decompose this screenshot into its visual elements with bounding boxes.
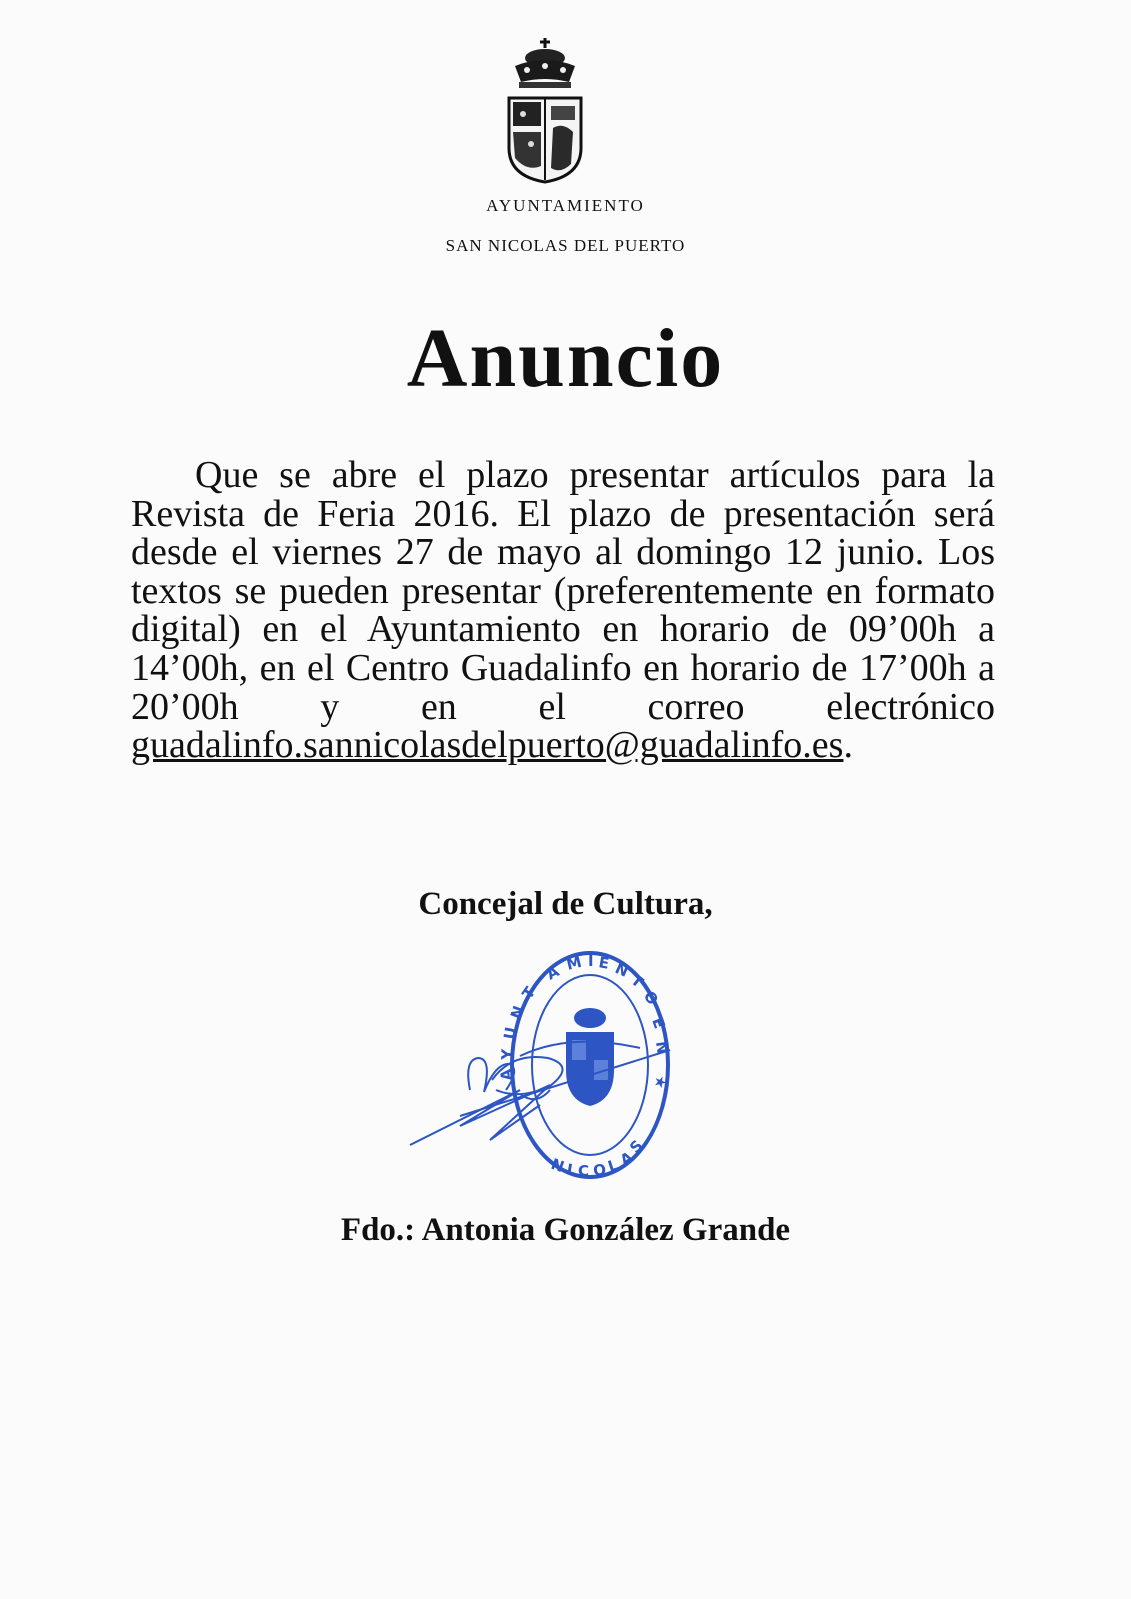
svg-text:T: T <box>518 983 540 1003</box>
page-title: Anuncio <box>406 312 725 405</box>
institution-locality: SAN NICOLAS DEL PUERTO <box>445 236 686 255</box>
svg-text:S: S <box>626 1136 647 1157</box>
svg-text:U: U <box>500 1025 521 1041</box>
svg-text:A: A <box>617 1148 637 1170</box>
svg-text:L: L <box>605 1155 621 1176</box>
svg-text:Y: Y <box>498 1048 517 1061</box>
svg-text:I: I <box>565 1160 574 1179</box>
svg-text:N: N <box>548 1154 567 1177</box>
svg-text:N: N <box>612 959 632 981</box>
svg-text:N: N <box>506 1003 529 1022</box>
svg-text:O: O <box>639 987 662 1009</box>
municipal-stamp-icon <box>400 940 690 1190</box>
svg-text:M: M <box>564 952 584 974</box>
svg-text:T: T <box>627 970 647 992</box>
announcement-text: Que se abre el plazo presentar artículos para la Revista de Feria 2016. El plazo de presentación será desde el viernes 27 de mayo al domingo 12 junio. Los textos se pueden presentar (preferentemente en formato digital) en el Ayuntamiento en horario de 09’00h a 14’00h, en el Centro Guadalinfo en horario de 17’00h a 20’00h y en el correo electrónico <box>131 454 995 728</box>
announcement-body <box>131 456 995 765</box>
svg-text:N: N <box>652 1040 672 1055</box>
signoff-title: Concejal de Cultura, <box>418 886 713 922</box>
email-link[interactable]: guadalinfo.sannicolasdelpuerto@guadalinfo.es <box>131 724 844 767</box>
svg-text:O: O <box>592 1160 608 1180</box>
svg-text:E: E <box>597 953 611 973</box>
svg-text:C: C <box>578 1162 590 1180</box>
svg-text:★: ★ <box>650 1074 670 1090</box>
coat-of-arms-icon <box>503 36 587 186</box>
svg-text:A: A <box>496 1068 516 1082</box>
svg-text:E: E <box>648 1015 669 1031</box>
svg-text:A: A <box>543 962 563 984</box>
signed-by: Fdo.: Antonia González Grande <box>340 1212 791 1248</box>
institution-name: AYUNTAMIENTO <box>486 196 645 215</box>
svg-text:I: I <box>588 952 594 970</box>
announcement-period: . <box>843 724 853 767</box>
